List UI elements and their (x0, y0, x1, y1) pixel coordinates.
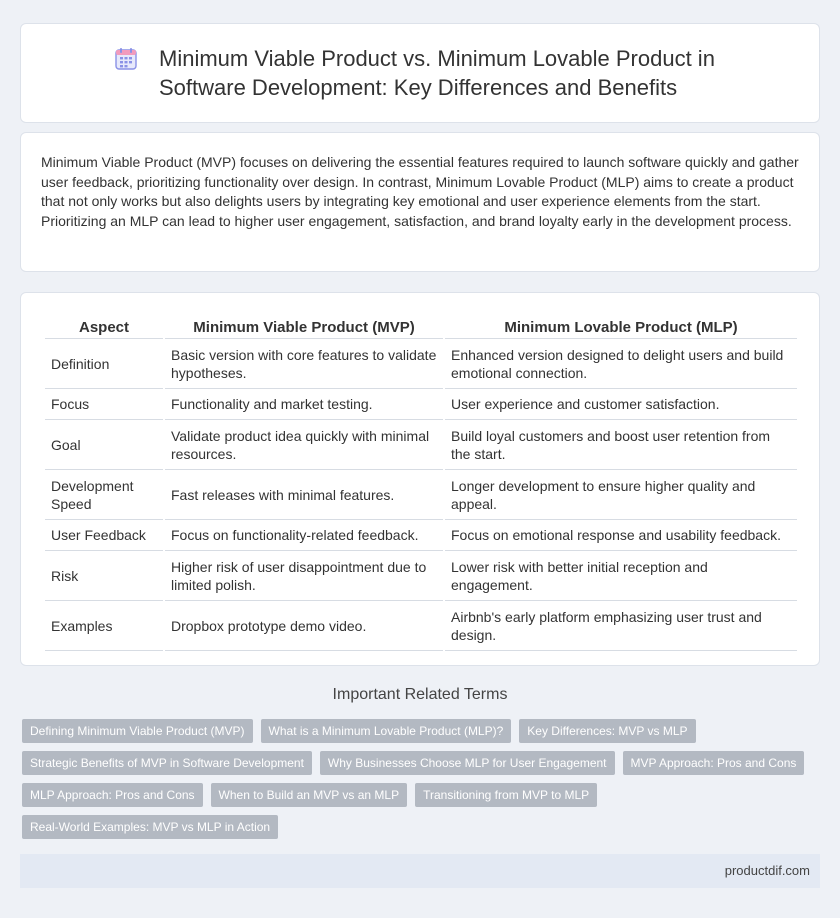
intro-paragraph: Minimum Viable Product (MVP) focuses on delivering the essential features required to launch software quickly and gather user feedback, prioritizing functionality over design. In contrast, Minimum Lovable Product (MLP) aims to create a product that not only works but also delights users by integrating key emotional and user experience elements from the start. Prioritizing an MLP can lead to higher user engagement, satisfaction, and brand loyalty early in the development process. (41, 154, 799, 229)
row-aspect: Focus (45, 391, 163, 420)
tag-link[interactable]: What is a Minimum Lovable Product (MLP)? (261, 719, 512, 743)
row-aspect: Definition (45, 341, 163, 389)
table-row (45, 603, 797, 651)
table-row (45, 422, 797, 470)
header-mlp: Minimum Lovable Product (MLP) (445, 317, 797, 339)
row-aspect: Risk (45, 553, 163, 601)
row-mvp: Validate product idea quickly with minimal resources. (165, 422, 443, 470)
header-aspect: Aspect (45, 317, 163, 339)
title-wrap (113, 44, 799, 102)
tag-link[interactable]: Why Businesses Choose MLP for User Engagement (320, 751, 615, 775)
row-aspect: Examples (45, 603, 163, 651)
row-mlp: Lower risk with better initial reception and engagement. (445, 553, 797, 601)
tag-link[interactable]: MLP Approach: Pros and Cons (22, 783, 203, 807)
tag-link[interactable]: Real-World Examples: MVP vs MLP in Action (22, 815, 278, 839)
table-header-row (45, 317, 797, 339)
table-row (45, 341, 797, 389)
tag-link[interactable]: MVP Approach: Pros and Cons (623, 751, 805, 775)
row-mlp: Longer development to ensure higher quality and appeal. (445, 472, 797, 520)
row-mvp: Basic version with core features to validate hypotheses. (165, 341, 443, 389)
row-aspect: Goal (45, 422, 163, 470)
row-mvp: Higher risk of user disappointment due to limited polish. (165, 553, 443, 601)
row-aspect: User Feedback (45, 522, 163, 551)
header-mvp: Minimum Viable Product (MVP) (165, 317, 443, 339)
row-mvp: Focus on functionality-related feedback. (165, 522, 443, 551)
header-card (20, 23, 820, 123)
tag-link[interactable]: Key Differences: MVP vs MLP (519, 719, 695, 743)
page-title: Minimum Viable Product vs. Minimum Lovable Product in Software Development: Key Differences and Benefits (159, 46, 715, 100)
row-mlp: Enhanced version designed to delight users and build emotional connection. (445, 341, 797, 389)
comparison-table (43, 315, 799, 653)
table-row (45, 391, 797, 420)
tag-link[interactable]: Strategic Benefits of MVP in Software Development (22, 751, 312, 775)
footer (20, 854, 820, 888)
row-mlp: Focus on emotional response and usability feedback. (445, 522, 797, 551)
row-mvp: Dropbox prototype demo video. (165, 603, 443, 651)
tag-link[interactable]: Defining Minimum Viable Product (MVP) (22, 719, 253, 743)
tag-link[interactable]: Transitioning from MVP to MLP (415, 783, 597, 807)
calendar-icon (113, 46, 139, 72)
row-aspect: Development Speed (45, 472, 163, 520)
row-mlp: Build loyal customers and boost user retention from the start. (445, 422, 797, 470)
row-mlp: Airbnb's early platform emphasizing user trust and design. (445, 603, 797, 651)
related-tags (22, 719, 822, 839)
tag-link[interactable]: When to Build an MVP vs an MLP (211, 783, 408, 807)
intro-card (20, 132, 820, 272)
footer-site[interactable]: productdif.com (724, 863, 810, 878)
row-mvp: Fast releases with minimal features. (165, 472, 443, 520)
table-row (45, 522, 797, 551)
table-row (45, 472, 797, 520)
comparison-card (20, 292, 820, 666)
related-terms-title: Important Related Terms (332, 686, 508, 703)
row-mlp: User experience and customer satisfaction. (445, 391, 797, 420)
table-row (45, 553, 797, 601)
row-mvp: Functionality and market testing. (165, 391, 443, 420)
